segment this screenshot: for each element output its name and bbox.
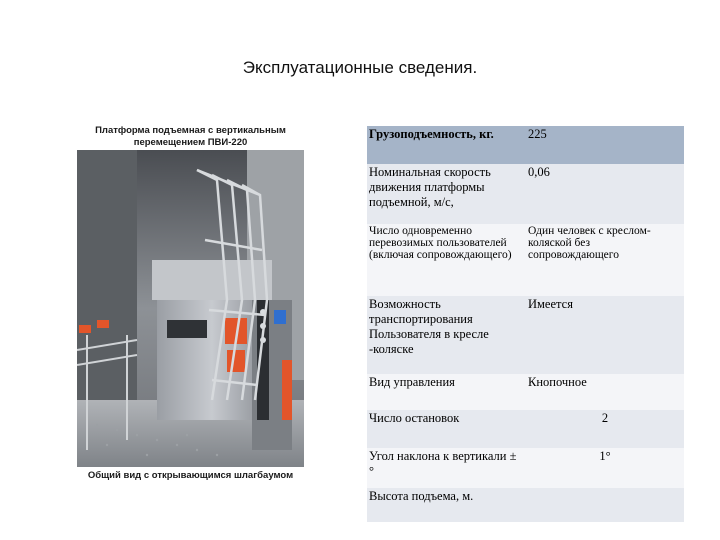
table-cell-label: Возможность транспортирования Пользователя в кресле -коляске: [367, 296, 526, 374]
photo-caption-bottom: Общий вид с открывающимся шлагбаумом: [87, 470, 294, 481]
table-row: [367, 296, 684, 374]
table-row: [367, 448, 684, 488]
table-cell-label: Грузоподъемность, кг.: [367, 126, 526, 164]
table-cell-value: Имеется: [526, 296, 684, 374]
table-cell-label: Число одновременно перевозимых пользователей (включая сопровождающего): [367, 224, 526, 296]
table-row: [367, 126, 684, 164]
photo-panel: [77, 122, 304, 490]
table-cell-value: 0,06: [526, 164, 684, 224]
table-cell-value: 2: [526, 410, 684, 448]
table-cell-value: 1°: [526, 448, 684, 488]
table-cell-label: Вид управления: [367, 374, 526, 410]
specifications-table: [367, 126, 684, 522]
table-row: [367, 488, 684, 522]
table-cell-value: [526, 488, 684, 522]
table-cell-value: 225: [526, 126, 684, 164]
table-cell-value: Один человек с креслом-коляской без сопровождающего: [526, 224, 684, 296]
lift-platform-photo: [77, 150, 304, 467]
table-row: [367, 374, 684, 410]
photo-caption-top: Платформа подъемная с вертикальным перемещением ПВИ-220: [95, 125, 286, 148]
table-row: [367, 224, 684, 296]
table-cell-label: Номинальная скорость движения платформы подъемной, м/с,: [367, 164, 526, 224]
table-cell-label: Высота подъема, м.: [367, 488, 526, 522]
table-cell-value: Кнопочное: [526, 374, 684, 410]
table-cell-label: Угол наклона к вертикали ± °: [367, 448, 526, 488]
table-row: [367, 410, 684, 448]
table-cell-label: Число остановок: [367, 410, 526, 448]
table-row: [367, 164, 684, 224]
slide-title: Эксплуатационные сведения.: [242, 58, 478, 77]
